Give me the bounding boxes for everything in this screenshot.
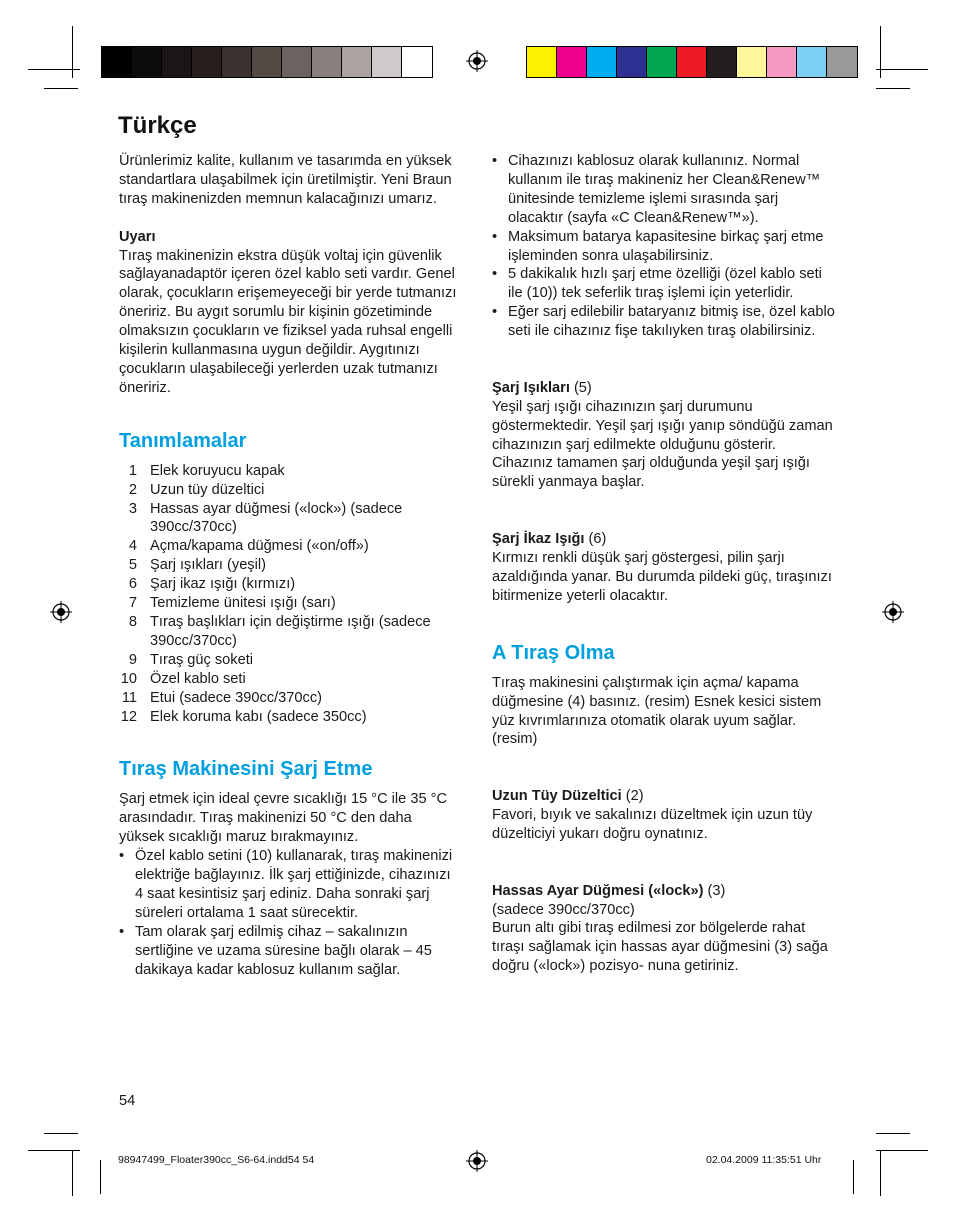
bullet-item: • Tam olarak şarj edilmiş cihaz – sakalınızın sertliğine ve uzama süresine bağlı olarak – 45 dakikaya kadar kablosuz kullanım sağlar.: [119, 923, 459, 980]
color-swatch: [827, 47, 857, 77]
charge-lights-heading-line: [492, 379, 837, 398]
color-calibration-bar: [526, 46, 858, 78]
definition-item: [119, 462, 459, 481]
definitions-list: [119, 462, 459, 727]
grayscale-swatch: [372, 47, 402, 77]
grayscale-swatch: [402, 47, 432, 77]
lock-paragraph: Burun altı gibi tıraş edilmesi zor bölgelerde rahat tıraşı sağlamak için hassas ayar düğmesini (3) sağa doğru («lock») pozisyo- nuna getiriniz.: [492, 920, 828, 975]
trimmer-paragraph: Favori, bıyık ve sakalınızı düzeltmek için uzun tüy düzelticiyi yukarı doğru oynatınız.: [492, 807, 813, 842]
definition-item: [119, 537, 459, 556]
shaving-paragraph: Tıraş makinesini çalıştırmak için açma/ kapama düğmesine (4) basınız. (resim) Esnek kesici sistem yüz kıvrımlarınıza otomatik olarak uyum sağlar. (resim): [492, 674, 822, 748]
lock-ref: (3): [703, 882, 726, 899]
color-swatch: [737, 47, 767, 77]
definition-number: 10: [120, 670, 137, 687]
definition-text: Açma/kapama düğmesi («on/off»): [150, 538, 369, 555]
warning-light-paragraph: Kırmızı renkli düşük şarj göstergesi, pilin şarjı azaldığında yanar. Bu durumda pildeki güç, tıraşınızı bitirmenize yeterli olacaktır.: [492, 550, 832, 604]
lock-heading: Hassas Ayar Düğmesi («lock»): [492, 882, 704, 899]
grayscale-swatch: [222, 47, 252, 77]
warning-heading: Uyarı: [119, 228, 156, 245]
right-column: [492, 152, 837, 976]
grayscale-swatch: [252, 47, 282, 77]
definitions-heading: Tanımlamalar: [119, 429, 247, 452]
page-number: 54: [119, 1093, 136, 1109]
bullet-item: • Eğer sarj edilebilir bataryanız bitmiş ise, özel kablo seti ile cihazınız fişe takılıyken tıraş olabilirsiniz.: [492, 303, 837, 341]
registration-mark-icon: [882, 601, 904, 623]
definition-item: [119, 708, 459, 727]
definition-number: 4: [128, 538, 137, 555]
definition-item: [119, 613, 459, 651]
definition-item: [119, 575, 459, 594]
color-swatch: [587, 47, 617, 77]
grayscale-calibration-bar: [101, 46, 433, 78]
lock-heading-line: [492, 882, 837, 901]
definition-number: 12: [120, 708, 137, 725]
definition-text: Elek koruma kabı (sadece 350cc): [150, 708, 367, 725]
grayscale-swatch: [162, 47, 192, 77]
lock-subheading: (sadece 390cc/370cc): [492, 901, 635, 918]
definition-item: [119, 481, 459, 500]
charging-heading: Tıraş Makinesini Şarj Etme: [119, 758, 373, 781]
color-swatch: [647, 47, 677, 77]
footer-date: 02.04.2009 11:35:51 Uhr: [706, 1154, 822, 1166]
color-swatch: [707, 47, 737, 77]
definition-text: Hassas ayar düğmesi («lock») (sadece 390cc/370cc): [150, 500, 403, 536]
charging-bullet-list: [119, 847, 459, 979]
definition-text: Tıraş başlıkları için değiştirme ışığı (sadece 390cc/370cc): [150, 614, 431, 649]
definition-text: Etui (sadece 390cc/370cc): [150, 689, 322, 706]
grayscale-swatch: [282, 47, 312, 77]
page-title: Türkçe: [118, 112, 197, 139]
color-swatch: [677, 47, 707, 77]
registration-mark-icon: [50, 601, 72, 623]
definition-item: [119, 651, 459, 670]
grayscale-swatch: [312, 47, 342, 77]
trimmer-heading-line: [492, 787, 837, 806]
definition-number: 5: [128, 557, 137, 574]
definition-text: Uzun tüy düzeltici: [150, 481, 265, 498]
left-column: [119, 152, 459, 980]
color-swatch: [557, 47, 587, 77]
footer-file-name: 98947499_Floater390cc_S6-64.indd54 54: [118, 1154, 315, 1166]
bullet-item: • Maksimum batarya kapasitesine birkaç şarj etme işleminden sonra ulaşabilirsiniz.: [492, 228, 837, 266]
definition-text: Elek koruyucu kapak: [150, 462, 285, 479]
shaving-heading: A Tıraş Olma: [492, 641, 615, 664]
color-swatch: [797, 47, 827, 77]
color-swatch: [527, 47, 557, 77]
warning-light-ref: (6): [584, 531, 607, 548]
registration-mark-icon: [466, 1150, 488, 1172]
bullet-item: • Özel kablo setini (10) kullanarak, tıraş makinenizi elektriğe bağlayınız. İlk şarj ettiğinizde, cihazınızı 4 saat kesintisiz şarj ediniz. Daha sonraki şarj süreleri ortalama 1 saat sürecektir.: [119, 847, 459, 923]
charging-intro: Şarj etmek için ideal çevre sıcaklığı 15 °C ile 35 °C arasındadır. Tıraş makinenizi 50 °C den daha yüksek sıcaklığı maruz bırakmayınız.: [119, 791, 448, 846]
definition-item: [119, 594, 459, 613]
definition-number: 8: [128, 614, 137, 631]
warning-light-heading-line: [492, 530, 837, 549]
definition-item: [119, 556, 459, 575]
trimmer-heading: Uzun Tüy Düzeltici: [492, 788, 622, 805]
definition-number: 3: [128, 500, 137, 517]
grayscale-swatch: [192, 47, 222, 77]
intro-paragraph: Ürünlerimiz kalite, kullanım ve tasarımda en yüksek standartlara ulaşabilmek için üretilmiştir. Yeni Braun tıraş makinenizden memnun kalacağınızı umarız.: [119, 153, 452, 207]
definition-number: 11: [121, 689, 137, 706]
definition-text: Temizleme ünitesi ışığı (sarı): [150, 595, 336, 612]
warning-light-heading: Şarj İkaz Işığı: [492, 531, 585, 548]
definition-number: 7: [128, 595, 137, 612]
grayscale-swatch: [342, 47, 372, 77]
charge-lights-paragraph: Yeşil şarj ışığı cihazınızın şarj durumunu göstermektedir. Yeşil şarj ışığı yanıp söndüğü zaman cihazınızın şarj edilmekte olduğunu gösterir. Cihazınız tamamen şarj olduğunda yeşil şarj ışığı sürekli yanmaya başlar.: [492, 398, 833, 491]
definition-text: Şarj ışıkları (yeşil): [150, 557, 266, 574]
bullet-item: • 5 dakikalık hızlı şarj etme özelliği (özel kablo seti ile (10)) tek seferlik tıraş işlemi için yeterlidir.: [492, 265, 837, 303]
warning-paragraph: Tıraş makinenizin ekstra düşük voltaj için güvenlik sağlayanadaptör içeren özel kablo seti vardır. Genel olarak, çocukların erişemeyeceği bir yerde tutmanızı öneririz. Bu aygıt sorumlu bir kişinin gözetiminde olmaksızın çocukların ve fiziksel yada ruhsal engelli kişilerin kullanmasına uygun değildir. Aygıtınızı çocukların ulaşabileceği yerlerden uzak tutmanızı öneririz.: [119, 247, 457, 396]
definition-number: 2: [128, 481, 137, 498]
definition-number: 1: [128, 462, 137, 479]
trimmer-ref: (2): [621, 788, 644, 805]
definition-item: [119, 689, 459, 708]
right-bullet-list: [492, 152, 837, 341]
definition-number: 6: [128, 576, 137, 593]
grayscale-swatch: [132, 47, 162, 77]
color-swatch: [617, 47, 647, 77]
definition-text: Tıraş güç soketi: [150, 651, 254, 668]
definition-text: Şarj ikaz ışığı (kırmızı): [150, 576, 296, 593]
charge-lights-ref: (5): [569, 379, 592, 396]
charge-lights-heading: Şarj Işıkları: [492, 379, 570, 396]
color-swatch: [767, 47, 797, 77]
definition-text: Özel kablo seti: [150, 670, 246, 687]
registration-mark-icon: [466, 50, 488, 72]
grayscale-swatch: [102, 47, 132, 77]
definition-number: 9: [128, 651, 137, 668]
definition-item: [119, 670, 459, 689]
definition-item: [119, 500, 459, 538]
bullet-item: • Cihazınızı kablosuz olarak kullanınız. Normal kullanım ile tıraş makineniz her Clean&Renew™ ünitesinde temizleme işlemi sırasında şarj olacaktır (sayfa «C Clean&Renew™»).: [492, 152, 837, 228]
